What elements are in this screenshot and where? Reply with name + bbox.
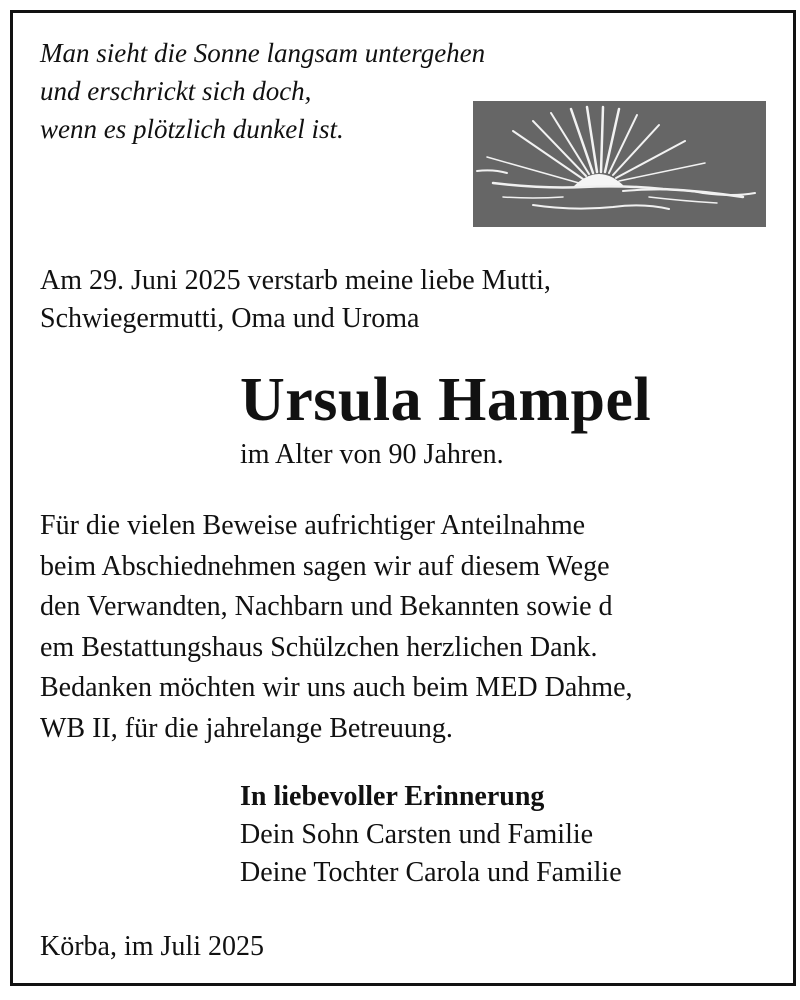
- thanks-line: beim Abschiednehmen sagen wir auf diesem Wege: [40, 550, 610, 582]
- announcement-line: Am 29. Juni 2025 verstarb meine liebe Mutti,: [40, 265, 551, 296]
- announcement-line: Schwiegermutti, Oma und Uroma: [40, 303, 420, 334]
- signer-line: Deine Tochter Carola und Familie: [240, 857, 622, 888]
- thanks-line: WB II, für die jahrelange Betreuung.: [40, 712, 453, 744]
- poem-line: wenn es plötzlich dunkel ist.: [40, 114, 344, 144]
- signature-heading: In liebevoller Erinnerung: [240, 781, 545, 812]
- signature-signers: [240, 816, 622, 892]
- thanks-line: Für die vielen Beweise aufrichtiger Anteilnahme: [40, 510, 586, 541]
- deceased-name: Ursula Hampel: [240, 366, 652, 434]
- thanks-line: em Bestattungshaus Schülzchen herzlichen Dank.: [40, 631, 598, 663]
- death-announcement: [40, 262, 551, 338]
- thanks-line: Bedanken möchten wir uns auch beim MED Dahme,: [40, 672, 633, 703]
- signer-line: Dein Sohn Carsten und Familie: [240, 819, 594, 850]
- deceased-age: im Alter von 90 Jahren.: [240, 439, 504, 470]
- thanks-paragraph: [40, 506, 633, 749]
- place-date: Körba, im Juli 2025: [40, 931, 264, 962]
- thanks-line: den Verwandten, Nachbarn und Bekannten sowie d: [40, 591, 613, 622]
- poem-line: und erschrickt sich doch,: [40, 76, 312, 106]
- sunset-illustration: [473, 101, 766, 227]
- poem-verse: [40, 34, 485, 148]
- poem-line: Man sieht die Sonne langsam untergehen: [40, 38, 486, 68]
